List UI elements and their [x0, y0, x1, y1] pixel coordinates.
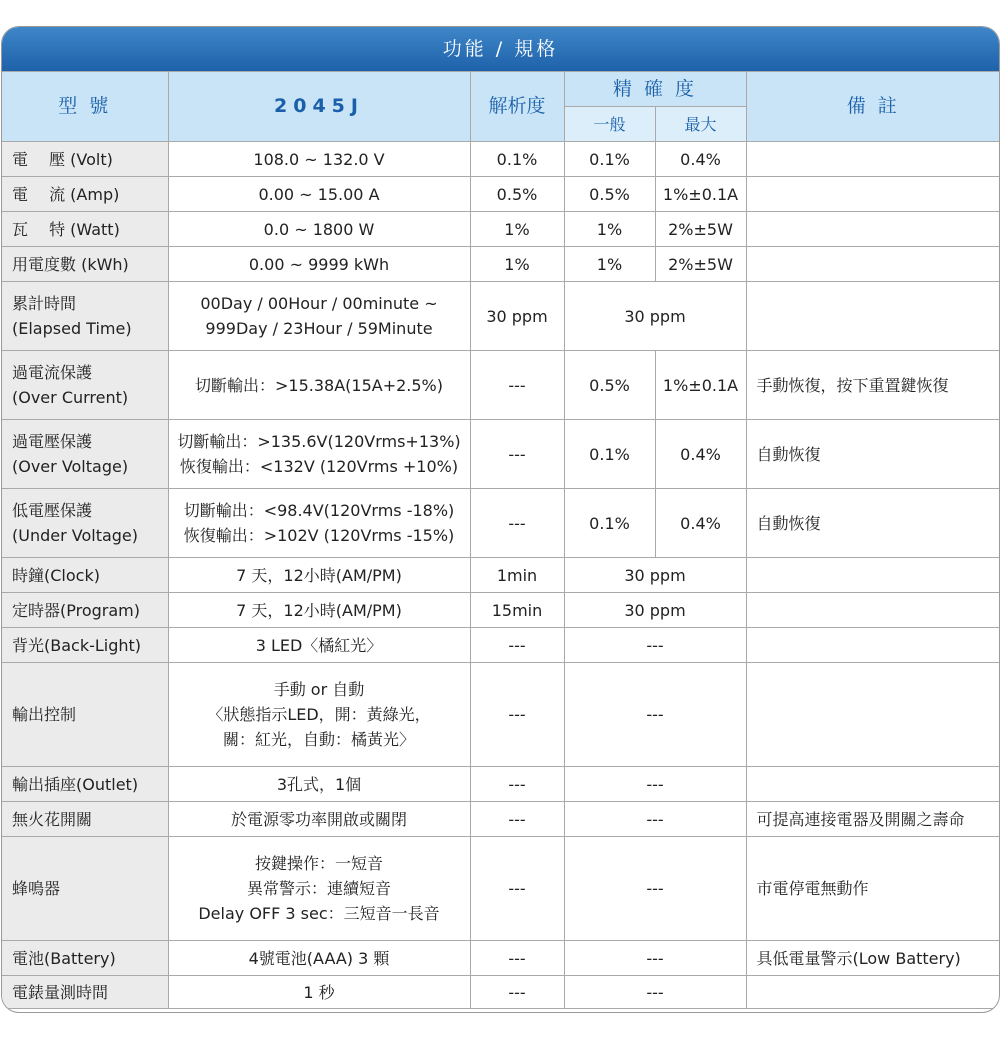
row-label: 電錶量測時間 [2, 976, 168, 1009]
text-line: (Over Voltage) [12, 457, 129, 476]
remark-cell: 自動恢復 [746, 420, 1000, 489]
spec-cell: 7 天，12小時(AM/PM) [168, 558, 470, 593]
header-model-value: 2045J [168, 72, 470, 142]
accuracy-typical-cell: 0.1% [564, 489, 655, 558]
row-label: 定時器(Program) [2, 593, 168, 628]
row-label: 電 壓 (Volt) [2, 142, 168, 177]
resolution-cell: 0.5% [470, 177, 564, 212]
spec-cell: 4號電池(AAA) 3 顆 [168, 941, 470, 976]
text-line: 恢復輸出：<132V (120Vrms +10%) [179, 457, 459, 476]
resolution-cell: 1% [470, 212, 564, 247]
table-row [2, 351, 1000, 420]
text-line: 999Day / 23Hour / 59Minute [205, 319, 433, 338]
table-row [2, 837, 1000, 941]
spec-cell [168, 420, 470, 489]
resolution-cell: 1min [470, 558, 564, 593]
header-accuracy-max: 最大 [655, 107, 746, 142]
table-row [2, 489, 1000, 558]
accuracy-cell: 30 ppm [564, 282, 746, 351]
text-line: 切斷輸出：>135.6V(120Vrms+13%) [177, 432, 461, 451]
accuracy-max-cell: 0.4% [655, 420, 746, 489]
row-label: 背光(Back-Light) [2, 628, 168, 663]
text-line: 00Day / 00Hour / 00minute ~ [200, 294, 438, 313]
resolution-cell: 30 ppm [470, 282, 564, 351]
spec-cell: 108.0 ~ 132.0 V [168, 142, 470, 177]
remark-cell: 可提高連接電器及開關之壽命 [746, 802, 1000, 837]
header-accuracy: 精 確 度 [564, 72, 746, 107]
spec-cell: 0.0 ~ 1800 W [168, 212, 470, 247]
accuracy-cell: 30 ppm [564, 593, 746, 628]
table-row [2, 767, 1000, 802]
text-line: 異常警示：連續短音 [246, 879, 391, 898]
spec-cell: 切斷輸出：>15.38A(15A+2.5%) [168, 351, 470, 420]
header-accuracy-typical: 一般 [564, 107, 655, 142]
spec-cell: 3 LED〈橘紅光〉 [168, 628, 470, 663]
spec-cell: 7 天，12小時(AM/PM) [168, 593, 470, 628]
text-line: Delay OFF 3 sec：三短音一長音 [198, 904, 440, 923]
table-row [2, 420, 1000, 489]
table-row [2, 142, 1000, 177]
text-line: 按鍵操作：一短音 [254, 854, 383, 873]
accuracy-cell: --- [564, 628, 746, 663]
remark-cell [746, 767, 1000, 802]
row-label [2, 282, 168, 351]
row-label: 電 流 (Amp) [2, 177, 168, 212]
table-row [2, 802, 1000, 837]
spec-cell: 於電源零功率開啟或關閉 [168, 802, 470, 837]
remark-cell: 手動恢復，按下重置鍵恢復 [746, 351, 1000, 420]
resolution-cell: --- [470, 837, 564, 941]
accuracy-max-cell: 2%±5W [655, 212, 746, 247]
text-line: 過電壓保護 [12, 432, 93, 451]
resolution-cell: --- [470, 767, 564, 802]
text-line: 〈狀態指示LED，開：黃綠光， [207, 705, 431, 724]
resolution-cell: 1% [470, 247, 564, 282]
spec-cell: 3孔式，1個 [168, 767, 470, 802]
text-line: 切斷輸出：<98.4V(120Vrms -18%) [183, 501, 455, 520]
accuracy-typical-cell: 1% [564, 247, 655, 282]
spec-cell [168, 282, 470, 351]
header-resolution: 解析度 [470, 72, 564, 142]
resolution-cell: --- [470, 420, 564, 489]
row-label [2, 351, 168, 420]
resolution-cell: --- [470, 941, 564, 976]
table-row [2, 941, 1000, 976]
accuracy-cell: --- [564, 663, 746, 767]
table-row [2, 212, 1000, 247]
accuracy-max-cell: 1%±0.1A [655, 351, 746, 420]
spec-cell: 0.00 ~ 15.00 A [168, 177, 470, 212]
text-line: 累計時間 [12, 294, 77, 313]
table-row [2, 663, 1000, 767]
remark-cell [746, 593, 1000, 628]
resolution-cell: --- [470, 628, 564, 663]
accuracy-cell: --- [564, 837, 746, 941]
remark-cell [746, 142, 1000, 177]
remark-cell [746, 976, 1000, 1009]
table-row [2, 976, 1000, 1009]
accuracy-max-cell: 1%±0.1A [655, 177, 746, 212]
text-line: (Elapsed Time) [12, 319, 132, 338]
resolution-cell: --- [470, 351, 564, 420]
accuracy-cell: --- [564, 802, 746, 837]
accuracy-typical-cell: 1% [564, 212, 655, 247]
remark-cell [746, 212, 1000, 247]
text-line: 過電流保護 [12, 363, 93, 382]
remark-cell [746, 177, 1000, 212]
accuracy-cell: --- [564, 976, 746, 1009]
row-label: 用電度數 (kWh) [2, 247, 168, 282]
resolution-cell: 0.1% [470, 142, 564, 177]
remark-cell [746, 663, 1000, 767]
accuracy-cell: --- [564, 767, 746, 802]
remark-cell: 具低電量警示(Low Battery) [746, 941, 1000, 976]
remark-cell: 市電停電無動作 [746, 837, 1000, 941]
row-label [2, 420, 168, 489]
table-row [2, 593, 1000, 628]
resolution-cell: 15min [470, 593, 564, 628]
remark-cell [746, 247, 1000, 282]
accuracy-max-cell: 0.4% [655, 489, 746, 558]
accuracy-typical-cell: 0.1% [564, 142, 655, 177]
text-line: 手動 or 自動 [273, 680, 365, 699]
row-label: 輸出控制 [2, 663, 168, 767]
accuracy-max-cell: 0.4% [655, 142, 746, 177]
spec-cell [168, 663, 470, 767]
row-label: 時鐘(Clock) [2, 558, 168, 593]
header-model: 型 號 [2, 72, 168, 142]
resolution-cell: --- [470, 976, 564, 1009]
accuracy-typical-cell: 0.1% [564, 420, 655, 489]
remark-cell [746, 558, 1000, 593]
row-label: 蜂鳴器 [2, 837, 168, 941]
row-label: 無火花開關 [2, 802, 168, 837]
text-line: 低電壓保護 [12, 501, 93, 520]
row-label: 瓦 特 (Watt) [2, 212, 168, 247]
spec-cell: 1 秒 [168, 976, 470, 1009]
accuracy-cell: --- [564, 941, 746, 976]
spec-table [2, 71, 1000, 1009]
table-row [2, 247, 1000, 282]
text-line: (Under Voltage) [12, 526, 139, 545]
accuracy-typical-cell: 0.5% [564, 177, 655, 212]
row-label: 電池(Battery) [2, 941, 168, 976]
resolution-cell: --- [470, 489, 564, 558]
spec-cell [168, 489, 470, 558]
accuracy-cell: 30 ppm [564, 558, 746, 593]
accuracy-max-cell: 2%±5W [655, 247, 746, 282]
table-row [2, 558, 1000, 593]
row-label [2, 489, 168, 558]
table-row [2, 282, 1000, 351]
remark-cell: 自動恢復 [746, 489, 1000, 558]
text-line: (Over Current) [12, 388, 129, 407]
resolution-cell: --- [470, 663, 564, 767]
table-row [2, 628, 1000, 663]
accuracy-typical-cell: 0.5% [564, 351, 655, 420]
remark-cell [746, 628, 1000, 663]
table-title: 功能 / 規格 [2, 27, 999, 71]
spec-cell [168, 837, 470, 941]
row-label: 輸出插座(Outlet) [2, 767, 168, 802]
text-line: 恢復輸出：>102V (120Vrms -15%) [183, 526, 455, 545]
text-line: 關：紅光，自動：橘黃光〉 [222, 730, 415, 749]
remark-cell [746, 282, 1000, 351]
spec-cell: 0.00 ~ 9999 kWh [168, 247, 470, 282]
spec-table-frame [1, 26, 1000, 1013]
header-remarks: 備 註 [746, 72, 1000, 142]
resolution-cell: --- [470, 802, 564, 837]
table-row [2, 177, 1000, 212]
